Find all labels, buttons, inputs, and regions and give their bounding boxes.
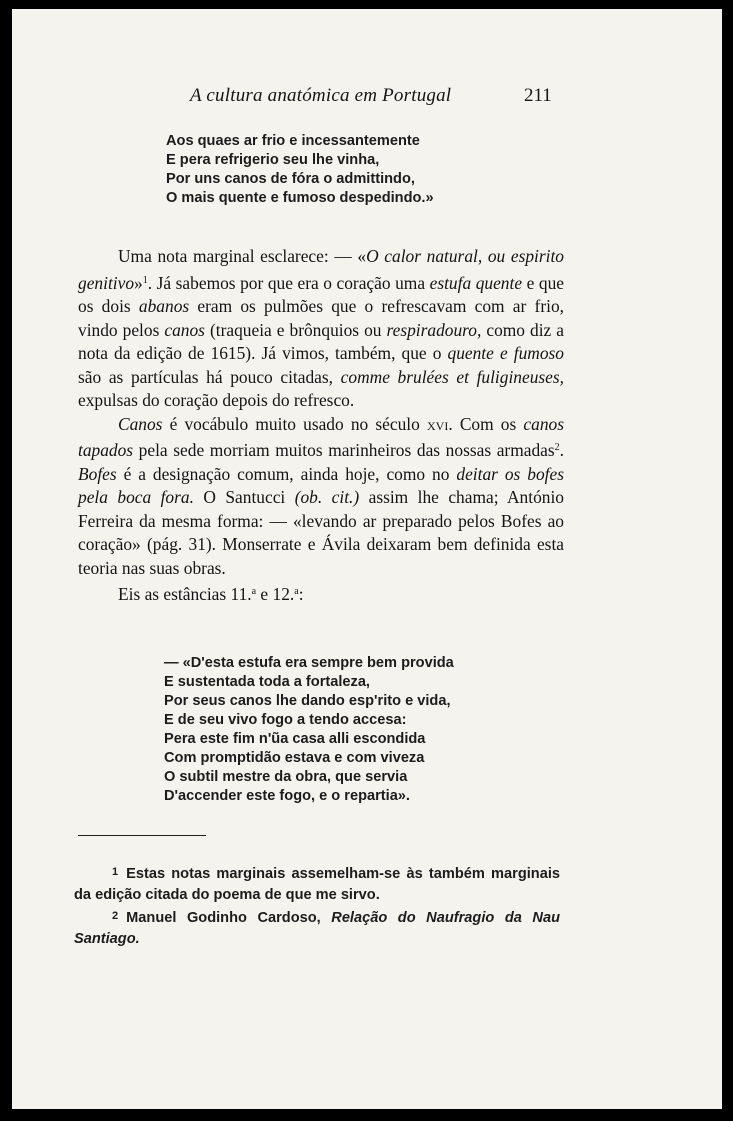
footnote-number: 1	[112, 866, 119, 878]
italic-run: quente e fumoso	[447, 343, 564, 363]
text-run: pela sede morriam muitos marinheiros das nossas armadas	[133, 440, 555, 460]
italic-run: deitar os bofes pela boca fora.	[78, 463, 564, 507]
footnote-1	[74, 862, 560, 906]
footnote-divider	[78, 835, 206, 836]
verse-line: O subtil mestre da obra, que servia	[164, 769, 408, 785]
text-run: . Já sabemos por que era o coração uma	[147, 272, 430, 293]
text-run: como diz a nota da edição de 1615). Já vimos, também, que o	[78, 319, 564, 363]
verse-line: E sustentada toda a fortaleza,	[164, 674, 370, 690]
verse-line: Por seus canos lhe dando esp'rito e vida,	[164, 693, 451, 709]
italic-run: Canos	[118, 413, 163, 434]
footnote-ref-2: 2	[554, 442, 560, 453]
footnote-text: Estas notas marginais assemelham-se às também marginais da edição citada do poema de que me sirvo.	[74, 866, 560, 903]
italic-run: abanos	[138, 296, 190, 316]
verse-line: Por uns canos de fóra o admittindo,	[166, 171, 415, 187]
smallcaps-run: xvi	[426, 413, 449, 434]
footnotes	[74, 862, 560, 950]
book-page	[12, 9, 722, 1109]
footnote-text: Manuel Godinho Cardoso,	[126, 910, 332, 926]
verse-line: D'accender este fogo, e o repartia».	[164, 788, 410, 804]
verse-line: E de seu vivo fogo a tendo accesa:	[164, 712, 407, 728]
verse-line: Com promptidão estava e com viveza	[164, 750, 425, 766]
footnote-number: 2	[112, 910, 119, 922]
italic-run: (ob. cit.)	[294, 487, 360, 507]
italic-run: respiradouro,	[386, 319, 482, 340]
text-run: é a designação comum, ainda hoje, como no	[116, 463, 457, 484]
text-run: Uma nota marginal esclarece: — «	[118, 246, 367, 266]
text-run: expulsas do coração depois do refresco.	[78, 390, 355, 410]
verse-line: Pera este fim n'ũa casa alli escondida	[164, 731, 426, 747]
italic-run: Bofes	[78, 463, 117, 484]
text-run: . Com os	[448, 413, 524, 434]
paragraph-3	[78, 580, 564, 607]
text-run: .	[559, 440, 564, 460]
italic-run: canos tapados	[78, 413, 564, 460]
text-run: assim lhe chama; António Ferreira da mesma forma: — «levando ar preparado pelos Bofes ao coração» (pág. 31). Monserrate e Ávila deixaram bem definida esta teoria nas suas obras.	[78, 487, 565, 578]
text-run: :	[298, 584, 304, 604]
ordinal-sup: a	[251, 586, 257, 597]
body-text	[78, 245, 564, 607]
footnote-2	[74, 906, 560, 950]
verse-quote-2	[164, 654, 454, 806]
italic-run: O calor natural, ou espirito genitivo	[78, 246, 565, 293]
italic-run: estufa quente	[429, 272, 523, 293]
paragraph-1	[78, 245, 564, 413]
ordinal-sup: a	[294, 586, 299, 597]
text-run: (traqueia e brônquios ou	[204, 319, 387, 340]
text-run: eram os pulmões que o refrescavam com ar frio, vindo pelos	[78, 296, 564, 340]
running-title: A cultura anatómica em Portugal	[190, 85, 452, 106]
italic-run: comme brulées et fuligineuses,	[340, 366, 564, 387]
page-header	[12, 85, 722, 109]
text-run: e que os dois	[78, 272, 564, 316]
text-run: »	[134, 272, 143, 293]
verse-line: O mais quente e fumoso despedindo.»	[166, 190, 434, 206]
text-run: são as partículas há pouco citadas,	[78, 366, 341, 387]
footnote-ref-1: 1	[142, 274, 148, 286]
text-run: Eis as estâncias 11.	[118, 584, 252, 604]
verse-line: Aos quaes ar frio e incessantemente	[166, 133, 420, 149]
text-run: é vocábulo muito usado no século	[162, 413, 427, 434]
italic-run: canos	[164, 319, 205, 340]
text-run: e 12.	[256, 584, 295, 604]
verse-line: E pera refrigerio seu lhe vinha,	[166, 152, 380, 168]
page-number: 211	[524, 85, 552, 106]
footnote-italic: Relação do Naufragio da Nau Santiago.	[74, 910, 560, 947]
text-run: O Santucci	[193, 487, 295, 507]
paragraph-2	[78, 413, 564, 581]
verse-quote-1	[166, 132, 434, 208]
verse-line: — «D'esta estufa era sempre bem provida	[164, 655, 454, 671]
